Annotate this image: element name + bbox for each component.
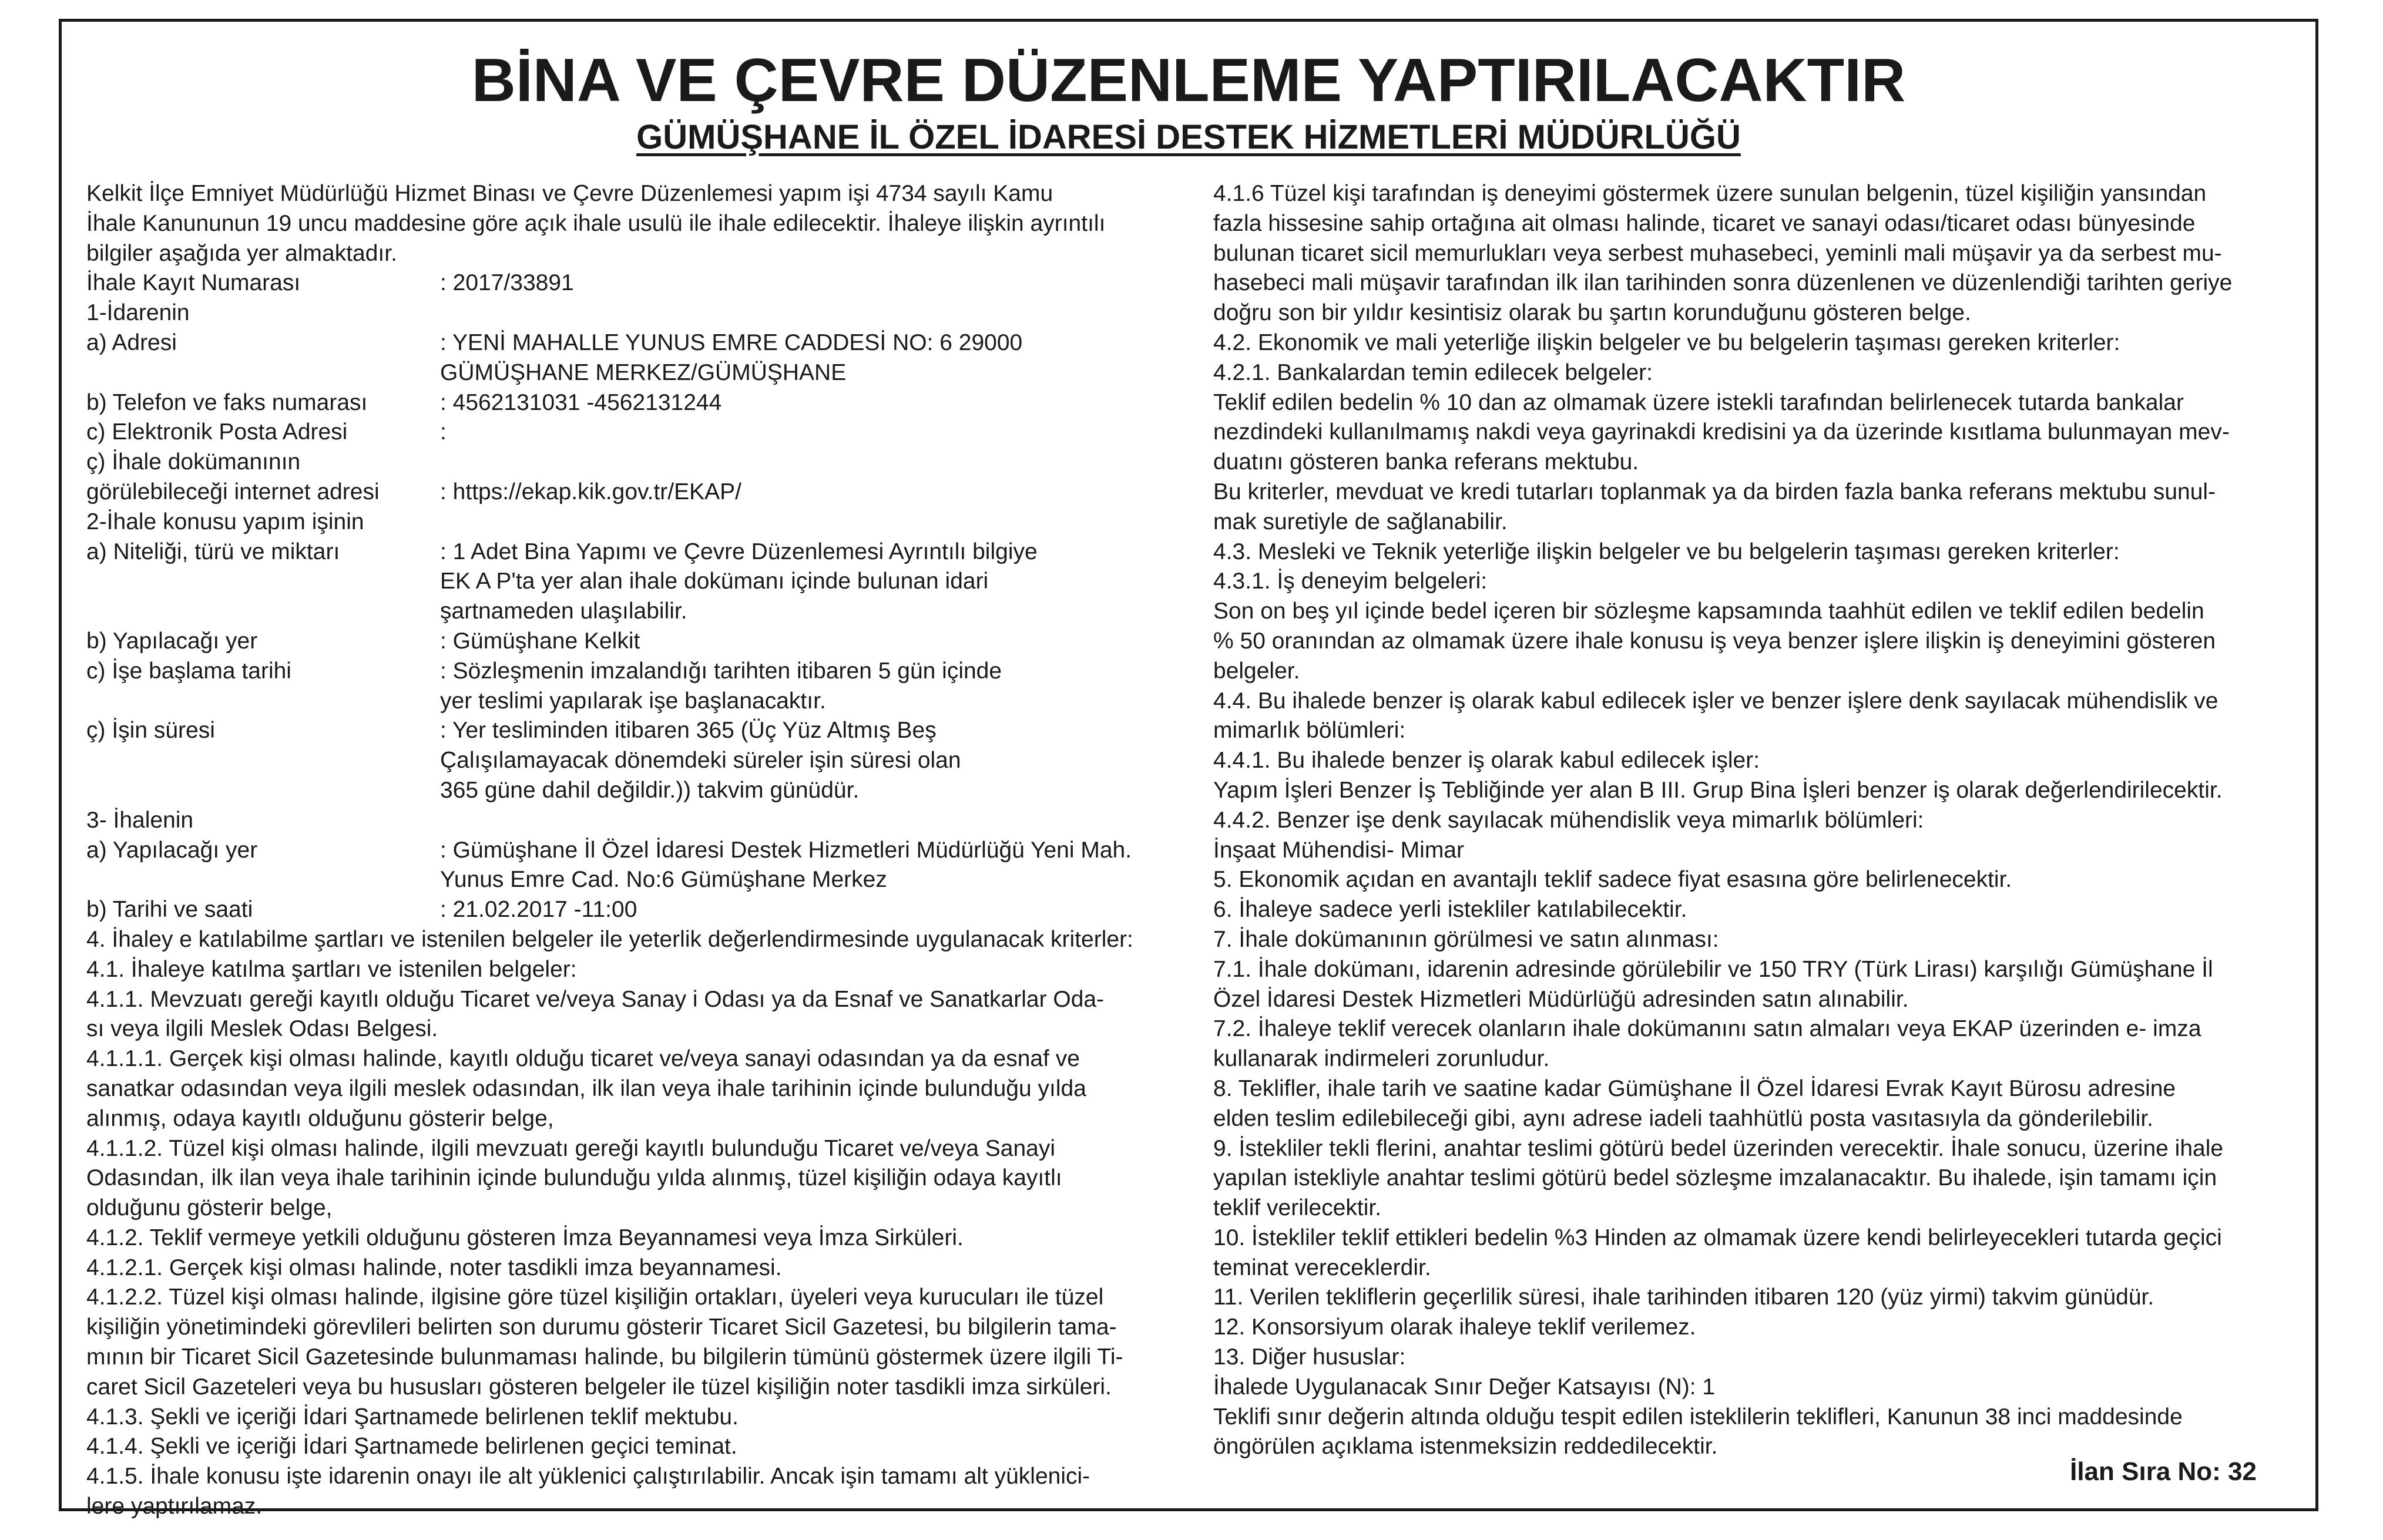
field-value: : 2017/33891 — [440, 270, 574, 296]
body-line: 4.1.2.2. Tüzel kişi olması halinde, ilgisine göre tüzel kişiliğin ortakları, üyeleri veya kurucuları ile tüzel — [86, 1285, 1104, 1310]
body-line: 4.4. Bu ihalede benzer iş olarak kabul edilecek işler ve benzer işlere denk sayılacak mühendislik ve — [1213, 688, 2218, 714]
field-value: : YENİ MAHALLE YUNUS EMRE CADDESİ NO: 6 29000 — [440, 329, 1023, 355]
body-line: doğru son bir yıldır kesintisiz olarak bu şartın korunduğunu gösteren belge. — [1213, 300, 1971, 326]
field-value-continued: GÜMÜŞHANE MERKEZ/GÜMÜŞHANE — [440, 359, 847, 385]
body-line: 4.1.2.1. Gerçek kişi olması halinde, noter tasdikli imza beyannamesi. — [86, 1255, 782, 1280]
body-line: 4.2. Ekonomik ve mali yeterliğe ilişkin belgeler ve bu belgelerin taşıması gereken kriterler: — [1213, 329, 2120, 355]
intro-line: İhale Kanununun 19 uncu maddesine göre açık ihale usulü ile ihale edilecektir. İhaleye ilişkin ayrıntılı — [86, 210, 1106, 236]
field-value-continued: EK A P'ta yer alan ihale dokümanı içinde bulunan idari — [440, 569, 989, 594]
body-line: İnşaat Mühendisi- Mimar — [1213, 837, 1464, 863]
body-line: 4.3. Mesleki ve Teknik yeterliğe ilişkin belgeler ve bu belgelerin taşıması gereken kriterler: — [1213, 539, 2120, 564]
niteligi-row — [86, 537, 1185, 567]
field-label: ç) İhale dokümanının — [86, 449, 301, 475]
body-line: teminat vereceklerdir. — [1213, 1255, 1431, 1280]
telefon-row — [86, 388, 1185, 418]
internet-row — [86, 478, 1185, 507]
body-line: mimarlık bölümleri: — [1213, 718, 1406, 744]
field-value: : 4562131031 -4562131244 — [440, 389, 722, 415]
body-line: bulunan ticaret sicil memurlukları veya serbest muhasebeci, yeminli mali müşavir ya da serbest mu- — [1213, 240, 2222, 266]
yapilacagi-yer-row — [86, 627, 1185, 657]
body-line: mının bir Ticaret Sicil Gazetesinde bulunmaması halinde, bu bilgilerin tümünü göstermek üzere ilgili Ti- — [86, 1344, 1123, 1370]
body-line: sanatkar odasından veya ilgili meslek odasından, ilk ilan veya ihale tarihinin içinde bulunduğu yılda — [86, 1075, 1086, 1101]
ihale-yeri-row — [86, 836, 1185, 866]
body-line: duatını gösteren banka referans mektubu. — [1213, 449, 1639, 475]
body-line: elden teslim edilebileceği gibi, aynı adrese iadeli taahhütlü posta vasıtasıyla da gönderilebilir. — [1213, 1105, 2153, 1131]
body-line: Odasından, ilk ilan veya ihale tarihinin içinde bulunduğu yılda alınmış, tüzel kişiliğin odaya kayıtlı — [86, 1165, 1062, 1191]
body-line: 12. Konsorsiyum olarak ihaleye teklif verilemez. — [1213, 1314, 1696, 1340]
body-line: 4.4.1. Bu ihalede benzer iş olarak kabul edilecek işler: — [1213, 748, 1760, 774]
body-line: 10. İstekliler teklif ettikleri bedelin %3 Hinden az olmamak üzere kendi belirleyecekleri tutarda geçici — [1213, 1225, 2222, 1250]
body-line: 7. İhale dokümanının görülmesi ve satın alınması: — [1213, 926, 1719, 952]
right-column — [1213, 179, 2306, 1462]
body-line: teklif verilecektir. — [1213, 1195, 1382, 1221]
section-heading: 3- İhalenin — [86, 807, 194, 833]
intro-line: Kelkit İlçe Emniyet Müdürlüğü Hizmet Binası ve Çevre Düzenlemesi yapım işi 4734 sayılı Kamu — [86, 181, 1053, 206]
body-line: Son on beş yıl içinde bedel içeren bir sözleşme kapsamında taahhüt edilen ve teklif edilen bedelin — [1213, 598, 2204, 624]
body-line: Yapım İşleri Benzer İş Tebliğinde yer alan B III. Grup Bina İşleri benzer iş olarak değerlendirilecektir. — [1213, 777, 2223, 803]
body-line: Özel İdaresi Destek Hizmetleri Müdürlüğü adresinden satın alınabilir. — [1213, 986, 1909, 1012]
left-column — [86, 179, 1185, 1522]
field-value: : Gümüşhane İl Özel İdaresi Destek Hizmetleri Müdürlüğü Yeni Mah. — [440, 837, 1132, 863]
field-value-continued: Çalışılamayacak dönemdeki süreler işin süresi olan — [440, 748, 961, 774]
body-line: 4.1.1.2. Tüzel kişi olması halinde, ilgili mevzuatı gereği kayıtlı bulunduğu Ticaret ve/veya Sanayi — [86, 1135, 1055, 1161]
field-label: b) Telefon ve faks numarası — [86, 389, 368, 415]
body-line: caret Sicil Gazeteleri veya bu hususları gösteren belgeler ile tüzel kişiliğin noter tasdikli imza sirküleri. — [86, 1374, 1112, 1400]
body-line: 4.4.2. Benzer işe denk sayılacak mühendislik veya mimarlık bölümleri: — [1213, 807, 1924, 833]
body-line: belgeler. — [1213, 658, 1300, 684]
body-line: 8. Teklifler, ihale tarih ve saatine kadar Gümüşhane İl Özel İdaresi Evrak Kayıt Bürosu adresine — [1213, 1075, 2176, 1101]
ilan-sira-no: İlan Sıra No: 32 — [2070, 1457, 2257, 1486]
field-label: a) Niteliği, türü ve miktarı — [86, 539, 340, 564]
body-line: 4.1.2. Teklif vermeye yetkili olduğunu gösteren İmza Beyannamesi veya İmza Sirküleri. — [86, 1225, 964, 1250]
field-label: b) Tarihi ve saati — [86, 897, 253, 923]
field-value: : 1 Adet Bina Yapımı ve Çevre Düzenlemesi Ayrıntılı bilgiye — [440, 539, 1038, 564]
body-line: 7.1. İhale dokümanı, idarenin adresinde görülebilir ve 150 TRY (Türk Lirası) karşılığı Gümüşhane İl — [1213, 956, 2213, 982]
field-label: görülebileceği internet adresi — [86, 479, 380, 505]
body-line: alınmış, odaya kayıtlı olduğunu gösterir belge, — [86, 1105, 554, 1131]
field-label: a) Yapılacağı yer — [86, 837, 258, 863]
body-line: 4.1. İhaleye katılma şartları ve istenilen belgeler: — [86, 956, 577, 982]
body-line: mak suretiyle de sağlanabilir. — [1213, 509, 1508, 534]
body-line: Teklif edilen bedelin % 10 dan az olmamak üzere istekli tarafından belirlenecek tutarda bankalar — [1213, 389, 2184, 415]
body-line: öngörülen açıklama istenmeksizin reddedilecektir. — [1213, 1434, 1718, 1460]
field-label: c) Elektronik Posta Adresi — [86, 419, 348, 445]
section-heading: 2-İhale konusu yapım işinin — [86, 509, 364, 534]
field-label: b) Yapılacağı yer — [86, 628, 258, 654]
body-line: 13. Diğer hususlar: — [1213, 1344, 1406, 1370]
field-value: : Gümüşhane Kelkit — [440, 628, 640, 654]
body-line: lere yaptırılamaz. — [86, 1494, 263, 1519]
tarih-row — [86, 895, 1185, 925]
sure-row — [86, 716, 1185, 746]
body-line: 11. Verilen tekliflerin geçerlilik süresi, ihale tarihinden itibaren 120 (yüz yirmi) takvim günüdür. — [1213, 1285, 2154, 1310]
section-heading: 1-İdarenin — [86, 300, 190, 326]
field-label: ç) İşin süresi — [86, 718, 215, 744]
body-line: sı veya ilgili Meslek Odası Belgesi. — [86, 1016, 438, 1042]
body-line: olduğunu gösterir belge, — [86, 1195, 333, 1221]
body-line: kişiliğin yönetimindeki görevlileri belirten son durumu gösterir Ticaret Sicil Gazetesi, bu bilgilerin tama- — [86, 1314, 1117, 1340]
body-line: 5. Ekonomik açıdan en avantajlı teklif sadece fiyat esasına göre belirlenecektir. — [1213, 867, 2012, 893]
field-value: : 21.02.2017 -11:00 — [440, 897, 637, 923]
body-line: 4.1.4. Şekli ve içeriği İdari Şartnamede belirlenen geçici teminat. — [86, 1434, 737, 1460]
body-line: 9. İstekliler tekli flerini, anahtar teslimi götürü bedel üzerinden verecektir. İhale sonucu, üzerine ihale — [1213, 1135, 2224, 1161]
body-line: 6. İhaleye sadece yerli istekliler katılabilecektir. — [1213, 897, 1687, 923]
ekap-url: : https://ekap.kik.gov.tr/EKAP/ — [440, 479, 741, 505]
body-line: nezdindeki kullanılmamış nakdi veya gayrinakdi kredisini ya da üzerinde kısıtlama bulunmayan mev- — [1213, 419, 2230, 445]
body-line: Teklifi sınır değerin altında olduğu tespit edilen isteklilerin teklifleri, Kanunun 38 inci maddesinde — [1213, 1404, 2183, 1430]
body-line: 4.3.1. İş deneyim belgeleri: — [1213, 569, 1488, 594]
field-label: İhale Kayıt Numarası — [86, 270, 301, 296]
body-line: yapılan istekliyle anahtar teslimi götürü bedel sözleşme imzalanacaktır. Bu ihalede, işin tamamı için — [1213, 1165, 2217, 1191]
field-value-continued: Yunus Emre Cad. No:6 Gümüşhane Merkez — [440, 867, 887, 893]
field-value: : — [440, 419, 447, 445]
baslama-row — [86, 657, 1185, 687]
body-line: İhalede Uygulanacak Sınır Değer Katsayısı (N): 1 — [1213, 1374, 1716, 1400]
body-line: hasebeci mali müşavir tarafından ilk ilan tarihinden sonra düzenlenen ve düzenlendiği tarihten geriye — [1213, 270, 2233, 296]
body-line: 4.1.6 Tüzel kişi tarafından iş deneyimi göstermek üzere sunulan belgenin, tüzel kişiliğin yansından — [1213, 181, 2207, 206]
adres-row — [86, 328, 1185, 358]
announcement-subtitle: GÜMÜŞHANE İL ÖZEL İDARESİ DESTEK HİZMETLERİ MÜDÜRLÜĞÜ — [636, 118, 1741, 156]
body-line: Bu kriterler, mevduat ve kredi tutarları toplanmak ya da birden fazla banka referans mektubu sunul- — [1213, 479, 2216, 505]
field-value-continued: 365 güne dahil değildir.)) takvim günüdür. — [440, 777, 860, 803]
field-label: c) İşe başlama tarihi — [86, 658, 291, 684]
body-line: 7.2. İhaleye teklif verecek olanların ihale dokümanını satın almaları veya EKAP üzerinden e- imza — [1213, 1016, 2201, 1042]
body-line: 4. İhaley e katılabilme şartları ve istenilen belgeler ile yeterlik değerlendirmesinde uygulanacak kriterler: — [86, 926, 1133, 952]
field-value: : Sözleşmenin imzalandığı tarihten itibaren 5 gün içinde — [440, 658, 1002, 684]
body-line: 4.2.1. Bankalardan temin edilecek belgeler: — [1213, 359, 1653, 385]
announcement-title: BİNA VE ÇEVRE DÜZENLEME YAPTIRILACAKTIR — [471, 46, 1906, 115]
ihale-kayit-row — [86, 268, 1185, 298]
body-line: kullanarak indirmeleri zorunludur. — [1213, 1046, 1550, 1072]
body-line: 4.1.1.1. Gerçek kişi olması halinde, kayıtlı olduğu ticaret ve/veya sanayi odasından ya da esnaf ve — [86, 1046, 1080, 1072]
field-label: a) Adresi — [86, 329, 177, 355]
field-value-continued: yer teslimi yapılarak işe başlanacaktır. — [440, 688, 826, 714]
intro-line: bilgiler aşağıda yer almaktadır. — [86, 240, 397, 266]
field-value-continued: şartnameden ulaşılabilir. — [440, 598, 687, 624]
announcement-frame — [59, 19, 2318, 1519]
body-line: 4.1.1. Mevzuatı gereği kayıtlı olduğu Ticaret ve/veya Sanay i Odası ya da Esnaf ve Sanatkarlar Oda- — [86, 986, 1105, 1012]
body-line: 4.1.5. İhale konusu işte idarenin onayı ile alt yüklenici çalıştırılabilir. Ancak işin tamamı alt yüklenici- — [86, 1464, 1090, 1489]
eposta-row — [86, 418, 1185, 448]
body-line: fazla hissesine sahip ortağına ait olması halinde, ticaret ve sanayi odası/ticaret odası bünyesinde — [1213, 210, 2196, 236]
body-line: 4.1.3. Şekli ve içeriği İdari Şartnamede belirlenen teklif mektubu. — [86, 1404, 739, 1430]
body-line: % 50 oranından az olmamak üzere ihale konusu iş veya benzer işlere ilişkin iş deneyimini gösteren — [1213, 628, 2216, 654]
field-value: : Yer tesliminden itibaren 365 (Üç Yüz Altmış Beş — [440, 718, 937, 744]
